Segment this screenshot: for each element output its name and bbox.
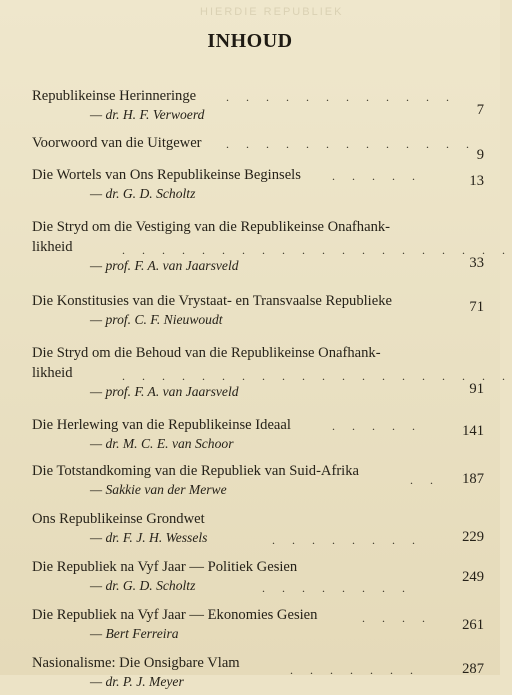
entry-title: Republikeinse Herinneringe xyxy=(32,88,197,104)
entry-author: — prof. F. A. van Jaarsveld xyxy=(90,384,239,399)
entry-page-number: 229 xyxy=(462,529,484,545)
entry-page-number: 249 xyxy=(462,569,484,585)
entry-page-number: 261 xyxy=(462,617,484,633)
entry-author: — dr. F. J. H. Wessels xyxy=(90,530,208,545)
entry-page-number: 91 xyxy=(469,381,484,397)
entry-page-number: 9 xyxy=(476,147,484,163)
toc-entry xyxy=(32,291,484,333)
table-of-contents xyxy=(32,86,512,695)
entry-title: Ons Republikeinse Grondwet xyxy=(32,511,205,527)
entry-author: — prof. F. A. van Jaarsveld xyxy=(90,258,239,273)
toc-entry xyxy=(32,653,484,695)
bleed-through-text: HIERDIE REPUBLIEK xyxy=(200,6,344,18)
entry-title: Die Konstitusies van die Vrystaat- en Transvaalse Republieke xyxy=(32,293,392,309)
entry-author: — Bert Ferreira xyxy=(90,626,179,641)
toc-entry xyxy=(32,415,484,457)
toc-entry xyxy=(32,165,484,207)
entry-title: Die Stryd om die Vestiging van die Republikeinse Onafhank- xyxy=(32,219,391,235)
entry-title-continued: likheid xyxy=(32,365,73,381)
entry-page-number: 287 xyxy=(462,661,484,677)
entry-title: Die Totstandkoming van die Republiek van Suid-Afrika xyxy=(32,463,360,479)
entry-author: — dr. G. D. Scholtz xyxy=(90,578,196,593)
entry-page-number: 141 xyxy=(462,423,484,439)
toc-entry xyxy=(32,557,484,599)
entry-author: — dr. H. F. Verwoerd xyxy=(90,107,205,122)
leader-dots: . . . . . . . . . . . . . . . . . . . . xyxy=(122,369,512,383)
entry-title: Nasionalisme: Die Onsigbare Vlam xyxy=(32,655,240,671)
leader-dots: . . . . . . . . . . . . xyxy=(226,90,456,104)
leader-dots: . . . . . xyxy=(332,169,422,183)
entry-author: — dr. P. J. Meyer xyxy=(90,674,184,689)
toc-entry xyxy=(32,509,484,551)
entry-author: — Sakkie van der Merwe xyxy=(90,482,227,497)
entry-page-number: 33 xyxy=(469,255,484,271)
entry-author: — dr. G. D. Scholtz xyxy=(90,186,196,201)
entry-title-continued: likheid xyxy=(32,239,73,255)
leader-dots: . . . . . . . . . . . . . . . . . . . . xyxy=(122,243,512,257)
entry-title: Die Stryd om die Behoud van die Republikeinse Onafhank- xyxy=(32,345,381,361)
entry-page-number: 187 xyxy=(462,471,484,487)
leader-dots: . . . . . xyxy=(332,419,422,433)
leader-dots: . . . . . . . . . . . . . xyxy=(226,137,476,151)
leader-dots: . . . . . . . xyxy=(290,663,420,677)
leader-dots: . . . . . . . . xyxy=(272,533,422,547)
entry-title: Die Herlewing van die Republikeinse Ideaal xyxy=(32,417,291,433)
entry-page-number: 13 xyxy=(469,173,484,189)
toc-entry xyxy=(32,217,512,285)
leader-dots: . . . . . . . . xyxy=(262,581,412,595)
leader-dots: . . . . xyxy=(362,611,432,625)
entry-title: Die Wortels van Ons Republikeinse Beginsels xyxy=(32,167,301,183)
leader-dots: . . xyxy=(410,473,440,487)
entry-page-number: 7 xyxy=(476,102,484,118)
toc-entry xyxy=(32,86,484,130)
entry-title: Voorwoord van die Uitgewer xyxy=(32,135,202,151)
entry-page-number: 71 xyxy=(469,299,484,315)
page-title: INHOUD xyxy=(207,30,293,52)
entry-author: — prof. C. F. Nieuwoudt xyxy=(90,312,223,327)
toc-entry xyxy=(32,461,484,503)
entry-author: — dr. M. C. E. van Schoor xyxy=(90,436,234,451)
entry-title: Die Republiek na Vyf Jaar — Politiek Gesien xyxy=(32,559,298,575)
entry-title: Die Republiek na Vyf Jaar — Ekonomies Gesien xyxy=(32,607,318,623)
toc-entry xyxy=(32,133,484,165)
toc-entry xyxy=(32,605,484,647)
toc-entry xyxy=(32,343,512,411)
